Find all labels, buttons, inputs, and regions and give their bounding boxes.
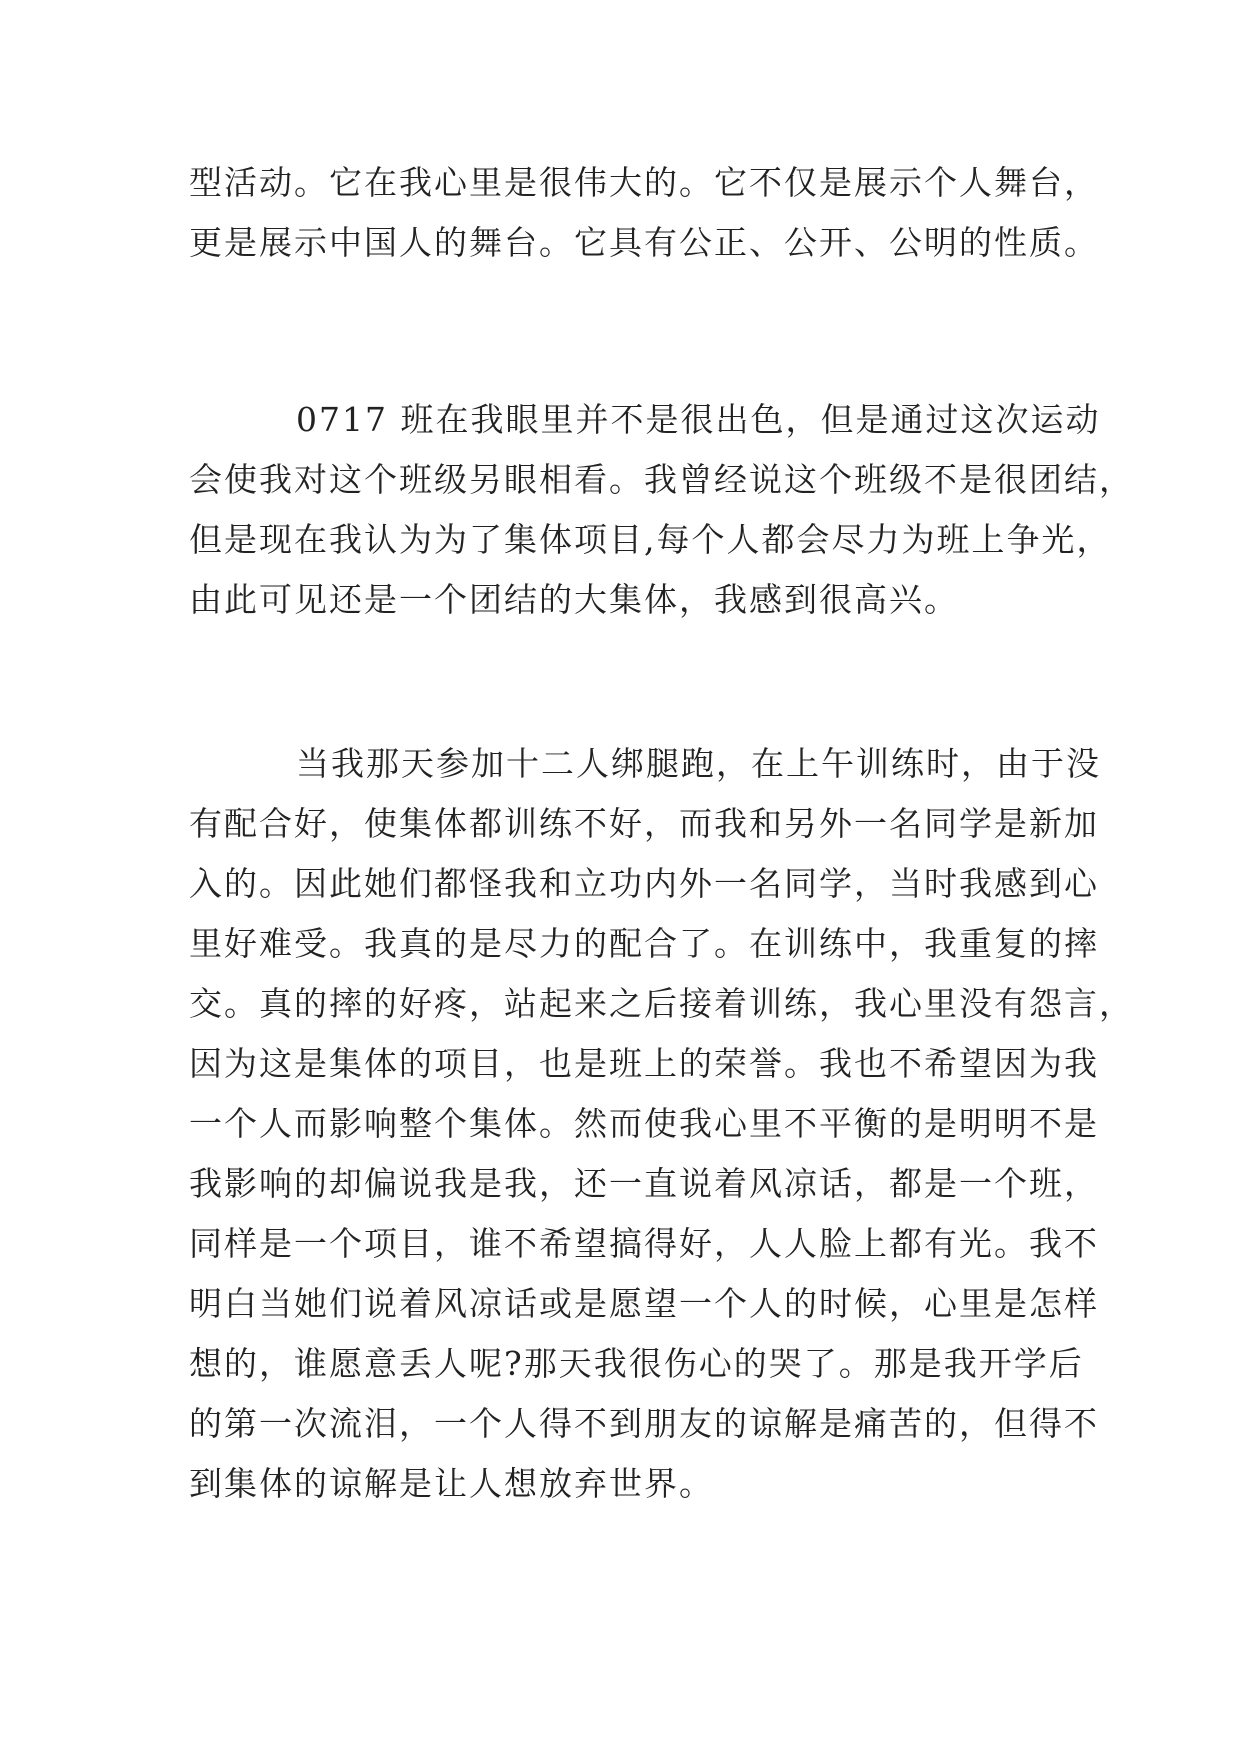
paragraph-line: 一个人而影响整个集体。然而使我心里不平衡的是明明不是	[189, 1104, 1099, 1143]
paragraph-line: 更是展示中国人的舞台。它具有公正、公开、公明的性质。	[189, 223, 1099, 262]
paragraph-line: 入的。因此她们都怪我和立功内外一名同学，当时我感到心	[189, 864, 1099, 903]
paragraph-line: 交。真的摔的好疼，站起来之后接着训练，我心里没有怨言，	[189, 984, 1134, 1023]
paragraph-2	[189, 390, 1134, 630]
paragraph-3	[189, 734, 1134, 1514]
paragraph-line: 同样是一个项目，谁不希望搞得好，人人脸上都有光。我不	[189, 1224, 1099, 1263]
paragraph-line: 的第一次流泪，一个人得不到朋友的谅解是痛苦的，但得不	[189, 1404, 1099, 1443]
paragraph-1	[189, 153, 1099, 273]
paragraph-line: 我影响的却偏说我是我，还一直说着风凉话，都是一个班，	[189, 1164, 1099, 1203]
paragraph-line: 有配合好，使集体都训练不好，而我和另外一名同学是新加	[189, 804, 1099, 843]
paragraph-line: 明白当她们说着风凉话或是愿望一个人的时候，心里是怎样	[189, 1284, 1099, 1323]
paragraph-line: 里好难受。我真的是尽力的配合了。在训练中，我重复的摔	[189, 924, 1099, 963]
paragraph-line: 到集体的谅解是让人想放弃世界。	[189, 1464, 714, 1503]
paragraph-line: 会使我对这个班级另眼相看。我曾经说这个班级不是很团结，	[189, 460, 1134, 499]
paragraph-line: 由此可见还是一个团结的大集体，我感到很高兴。	[189, 580, 959, 619]
paragraph-line: 因为这是集体的项目，也是班上的荣誉。我也不希望因为我	[189, 1044, 1099, 1083]
paragraph-line: 想的，谁愿意丢人呢?那天我很伤心的哭了。那是我开学后	[189, 1344, 1084, 1383]
paragraph-line: 但是现在我认为为了集体项目,每个人都会尽力为班上争光，	[189, 520, 1112, 559]
paragraph-line: 当我那天参加十二人绑腿跑，在上午训练时，由于没	[296, 744, 1101, 783]
paragraph-line: 0717 班在我眼里并不是很出色，但是通过这次运动	[296, 400, 1101, 439]
paragraph-line: 型活动。它在我心里是很伟大的。它不仅是展示个人舞台，	[189, 163, 1099, 202]
